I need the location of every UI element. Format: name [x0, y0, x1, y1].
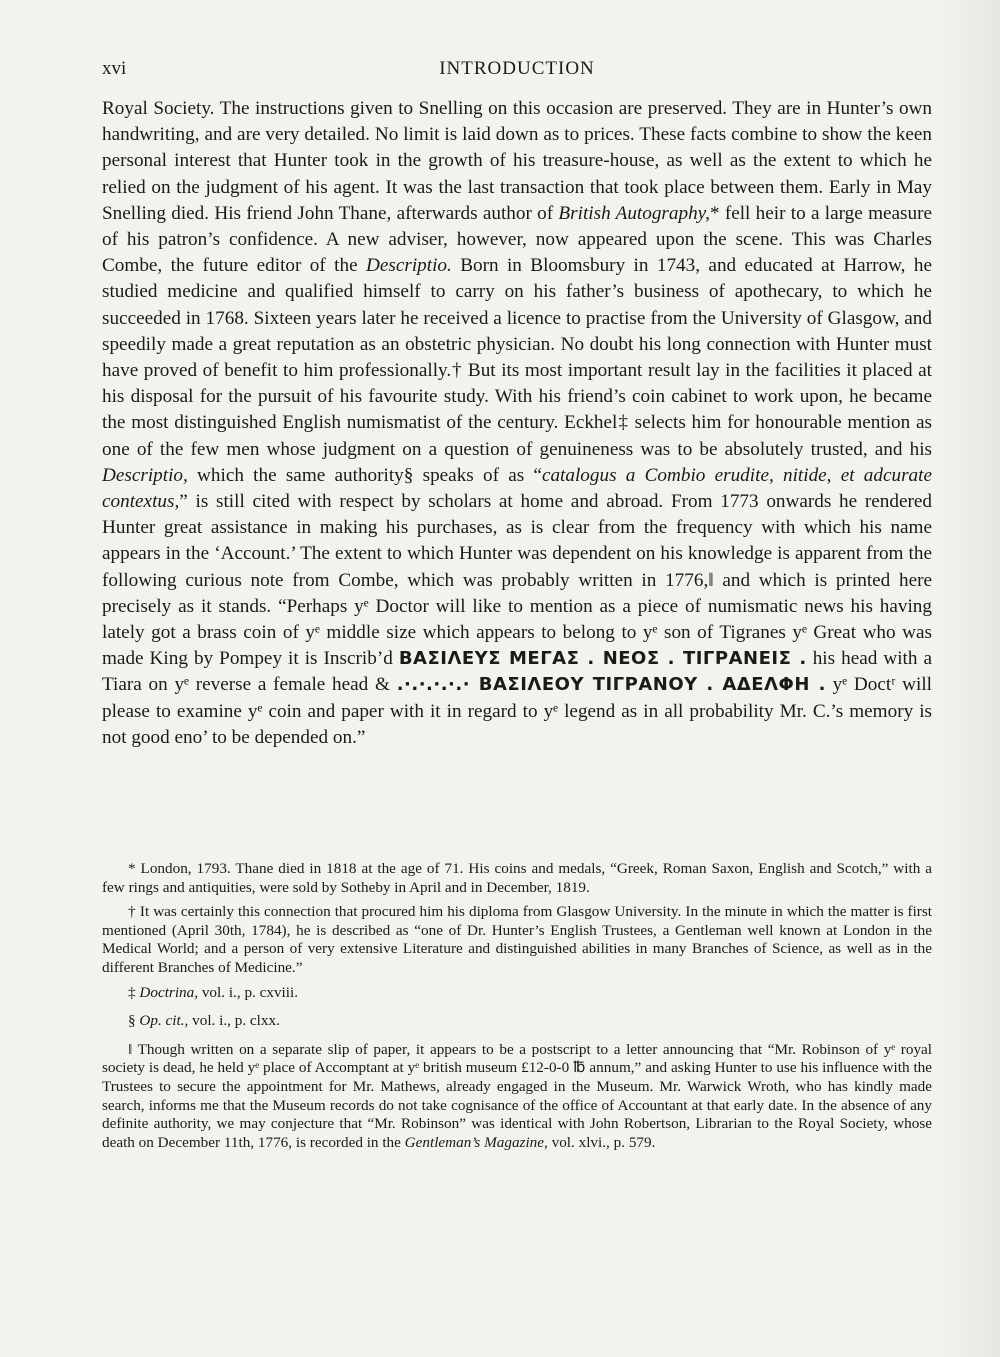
footnote-text: vol. xlvi., p. 579. — [547, 1133, 656, 1151]
body-paragraph — [102, 96, 932, 751]
text-segment: ” is still cited with respect by scholars at home and abroad. From 1773 onwards he rendered Hunter great assistance in making his purchases, as is clear from the frequency with which his name appears in the ‘Account.’ The extent to which Hunter was dependent on his knowledge is apparent from the following curious note from Combe, which was probably written in 1776,‖ and which is printed here precisely as it stands. “Perhaps yᵉ Doctor will like to mention as a piece of numismatic news his having lately got a brass coin of yᵉ middle size which appears to belong to yᵉ son of Tigranes yᵉ Great who was made King by Pompey it is Inscrib’d — [102, 491, 932, 670]
text-segment: Born in Bloomsbury in 1743, and educated at Harrow, he studied medicine and qualified himself to carry on his father’s business of apothecary, to which he succeeded in 1768. Sixteen years later he received a licence to practise from the University of Glasgow, and speedily made a great reputation as an obstetric physician. No doubt his long connection with Hunter must have proved of benefit to him professionally.† But its most important result lay in the facilities it placed at his disposal for the pursuit of his favourite study. With his friend’s coin cabinet to work upon, he became the most distinguished English numismatist of the century. Eckhel‡ selects him for honourable mention as one of the few men whose judgment on a question of genuineness was to be absolutely trusted, and his — [102, 255, 932, 460]
greek-inscription: ΒΑΣΙΛΕΥΣ ΜΕΓΑΣ . ΝΕΟΣ . ΤΙΓΡΑΝΕΙΣ . — [398, 648, 807, 670]
footnotes — [102, 860, 932, 1158]
text-segment: his head with a Tiara on yᵉ reverse a female head & — [102, 648, 932, 696]
scan-edge-shadow — [940, 0, 1000, 1357]
footnote-text: ‖ Though written on a separate slip of paper, it appears to be a postscript to a letter announcing that “Mr. Robinson of yᵉ royal society is dead, he held yᵉ place of Accomptant at yᵉ british museum £12-0-0 ℔ annum,” and asking Hunter to use his influence with the Trustees to secure the appointment for Mr. Mathews, already engaged in the Museum. Mr. Warwick Wroth, who has kindly made search, informs me that the Museum records do not take cognisance of the office of Accountant at that early date. In the absence of any definite authority, we may conjecture that “Mr. Robinson” was identical with John Robertson, Librarian to the Royal Society, whose death on December 11th, 1776, is recorded in the — [102, 1040, 932, 1151]
footnote-5 — [102, 1041, 932, 1153]
greek-inscription: .·.·.·.·.· ΒΑΣΙΛΕΟΥ ΤΙΓΡΑΝΟΥ . ΑΔΕΛΦΗ . — [396, 674, 826, 696]
text-segment: yᵉ Doctʳ will please to examine yᵉ coin and paper with it in regard to yᵉ legend as in all probability Mr. C.’s memory is not good eno’ to be depended on.” — [102, 674, 932, 748]
page-number: xvi — [102, 58, 127, 79]
book-title: Doctrina, — [139, 983, 199, 1001]
book-title: Descriptio, — [102, 464, 188, 486]
footnote-4 — [102, 1012, 932, 1031]
footnote-2: † It was certainly this connection that procured him his diploma from Glasgow University. In the minute in which the matter is first mentioned (April 30th, 1784), he is described as “one of Dr. Hunter’s English Trustees, a Gentleman well known at London in the Medical World; and a person of very extensive Literature and distinguished abilities in many Branches of Science, as well as in the different Branches of Medicine.” — [102, 903, 932, 976]
main-text — [102, 96, 932, 751]
book-title: Op. cit., — [139, 1012, 189, 1030]
footnote-3 — [102, 984, 932, 1003]
footnote-marker: ‡ — [128, 983, 140, 1001]
footnote-text: vol. i., p. cxviii. — [198, 983, 299, 1001]
book-title: British Autography, — [558, 202, 710, 224]
footnote-marker: § — [128, 1012, 140, 1030]
book-title: Gentleman’s Magazine, — [404, 1133, 548, 1151]
footnote-1: * London, 1793. Thane died in 1818 at the age of 71. His coins and medals, “Greek, Roman Saxon, English and Scotch,” with a few rings and antiquities, were sold by Sotheby in April and in December, 1819. — [102, 860, 932, 896]
footnote-text: vol. i., p. clxx. — [188, 1012, 280, 1030]
running-head: INTRODUCTION — [439, 58, 595, 79]
text-segment: Royal Society. The instructions given to Snelling on this occasion are preserved. They are in Hunter’s own handwriting, and are very detailed. No limit is laid down as to prices. These facts combine to show the keen personal interest that Hunter took in the growth of his treasure-house, as well as the extent to which he relied on the judgment of his agent. It was the last transaction that took place between them. Early in May Snelling died. His friend John Thane, afterwards author of — [102, 98, 932, 224]
page-header — [102, 58, 932, 88]
latin-quote: catalogus a Combio erudite, nitide, et adcurate contextus, — [102, 464, 932, 513]
text-segment: which the same authority§ speaks of as “ — [187, 464, 542, 486]
text-segment: * fell heir to a large measure of his patron’s confidence. A new adviser, however, now appeared upon the scene. This was Charles Combe, the future editor of the — [102, 202, 932, 277]
book-title: Descriptio. — [366, 255, 452, 277]
